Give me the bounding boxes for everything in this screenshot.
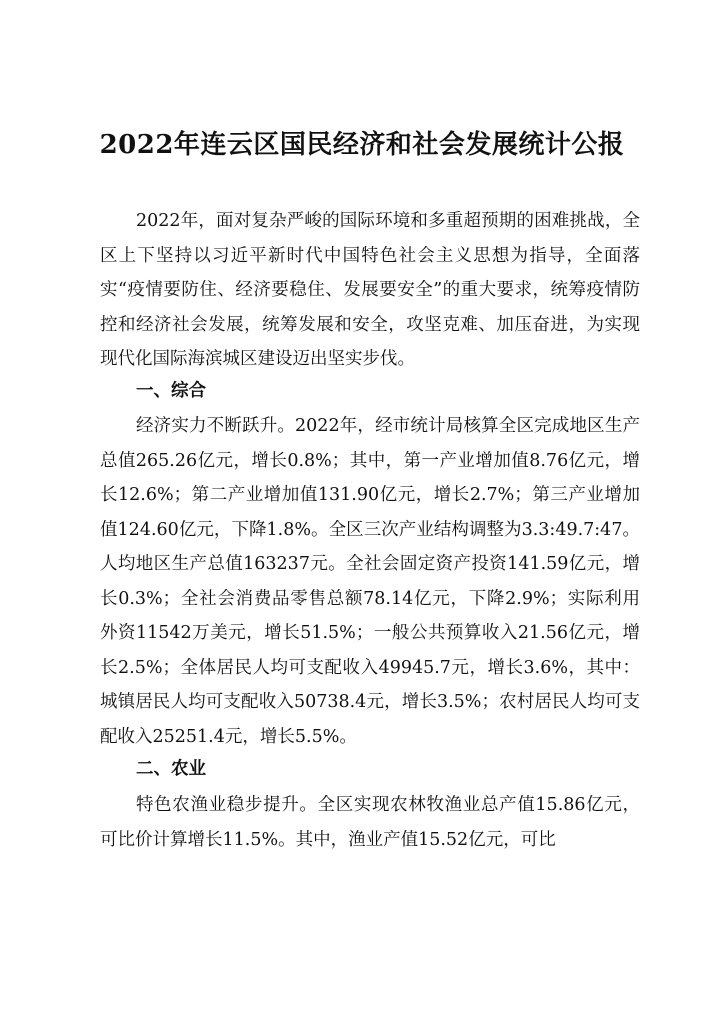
document-title: 2022年连云区国民经济和社会发展统计公报 [99, 130, 625, 160]
intro-paragraph: 2022年，面对复杂严峻的国际环境和多重超预期的困难挑战，全区上下坚持以习近平新时代中国特色社会主义思想为指导，全面落实“疫情要防住、经济要稳住、发展要安全”的重大要求，统筹疫情防控和经济社会发展，统筹发展和安全，攻坚克难、加压奋进，为实现现代化国际海滨城区建设迈出坚实步伐。 [100, 211, 640, 369]
section-heading-general: 一、综合 [136, 381, 206, 401]
general-paragraph: 经济实力不断跃升。2022年，经市统计局核算全区完成地区生产总值265.26亿元，增长0.8%；其中，第一产业增加值8.76亿元，增长12.6%；第二产业增加值131.90亿元，增长2.7%；第三产业增加值124.60亿元，下降1.8%。全区三次产业结构调整为3.3:49.7:47。人均地区生产总值163237元。全社会固定资产投资141.59亿元，增长0.3%；全社会消费品零售总额78.14亿元，下降2.9%；实际利用外资11542万美元，增长51.5%；一般公共预算收入21.56亿元，增长2.5%；全体居民人均可支配收入49945.7元，增长3.6%，其中：城镇居民人均可支配收入50738.4元，增长3.5%；农村居民人均可支配收入25251.4元，增长5.5%。 [100, 416, 640, 747]
agriculture-paragraph: 特色农渔业稳步提升。全区实现农林牧渔业总产值15.86亿元，可比价计算增长11.5%。其中，渔业产值15.52亿元，可比 [100, 795, 640, 850]
section-heading-agriculture: 二、农业 [136, 759, 206, 779]
